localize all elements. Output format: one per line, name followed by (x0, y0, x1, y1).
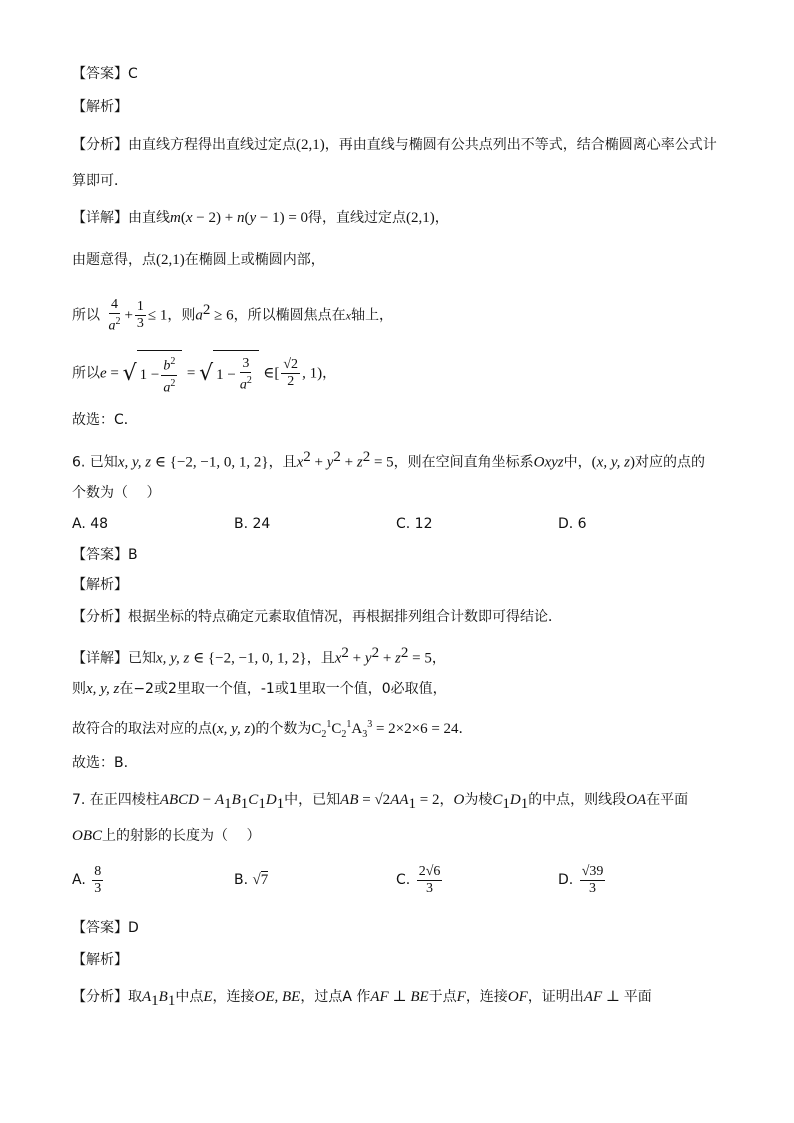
choose-line-5: 故选：C． (72, 412, 138, 428)
q6-analysis-heading: 【解析】 (72, 577, 128, 593)
q7-stem-2: OBC上的射影的长度为（ ） (72, 828, 261, 844)
answer-line-5: 【答案】C (72, 66, 138, 82)
q6-detail: 【详解】已知x, y, z ∈ {−2, −1, 0, 1, 2}，且$x^2 + y^2 + z^2 = 5$， (72, 645, 446, 667)
q7-stem: 7. 在正四棱柱ABCD − $A_1B_1C_1D_1$中，已知AB = $√2AA_1 = 2$，O为棱$C_1D_1$的中点，则线段OA在平面 (72, 792, 689, 812)
q6-option-a: A. 48 (72, 516, 109, 532)
q7-analysis-heading: 【解析】 (72, 952, 128, 968)
q7-option-c: C. $\frac{2√6}{3}$ (396, 863, 441, 896)
q6-detail-2: 则x, y, z在−2或2里取一个值，-1或1里取一个值，0必取值， (72, 681, 447, 697)
q6-stem: 6. 已知x, y, z ∈ {−2, −1, 0, 1, 2}，且$x^2 + y^2 + z^2 = 5$，则在空间直角坐标系Oxyz中，(x, y, z)对应的点的 (72, 449, 705, 471)
analysis-heading-5: 【解析】 (72, 99, 128, 115)
q7-answer: 【答案】D (72, 920, 139, 936)
q7-option-d: D. $\frac{√39}{3}$ (558, 863, 604, 896)
q6-option-b: B. 24 (234, 516, 271, 532)
q7-fenxi: 【分析】取$A_1B_1$中点E，连接OE, BE，过点A 作AF ⊥ BE于点F，连接OF，证明出AF ⊥ 平面 (72, 989, 652, 1009)
q6-answer: 【答案】B (72, 547, 138, 563)
ineq-line-5: 所以 $\frac{4}{a^2}$ + $\frac{1}{3}$ ≤ 1，则$a^2 \ge 6$，所以椭圆焦点在x轴上， (72, 296, 393, 334)
detail-line-5: 【详解】由直线m(x − 2) + n(y − 1) = 0得，直线过定点(2,1)， (72, 210, 449, 226)
fenxi-line-5: 【分析】由直线方程得出直线过定点(2,1)，再由直线与椭圆有公共点列出不等式，结合椭圆离心率公式计 (72, 137, 717, 153)
q7-option-b: B. √7 (234, 872, 269, 888)
q6-option-c: C. 12 (396, 516, 433, 532)
q6-stem-2: 个数为（ ） (72, 485, 161, 501)
fenxi-line-5b: 算即可． (72, 173, 128, 189)
q7-option-a: A. $\frac{8}{3}$ (72, 863, 102, 896)
detail-line-5b: 由题意得，点(2,1)在椭圆上或椭圆内部， (72, 252, 325, 268)
q6-fenxi: 【分析】根据坐标的特点确定元素取值情况，再根据排列组合计数即可得结论． (72, 609, 562, 625)
q6-option-d: D. 6 (558, 516, 587, 532)
ecc-line-5: 所以e = √ 1 − $\frac{b^2}{a^2}$ = √ 1 − $\frac{3}{a^2}$ ∈[ $\frac{√2}{2}$ , 1)， (72, 350, 336, 397)
q6-choose: 故选：B. (72, 755, 129, 771)
q6-detail-3: 故符合的取法对应的点(x, y, z)的个数为$C_2^1C_2^1A_3^3 = 2\times 2\times 6 = 24$． (72, 719, 473, 740)
